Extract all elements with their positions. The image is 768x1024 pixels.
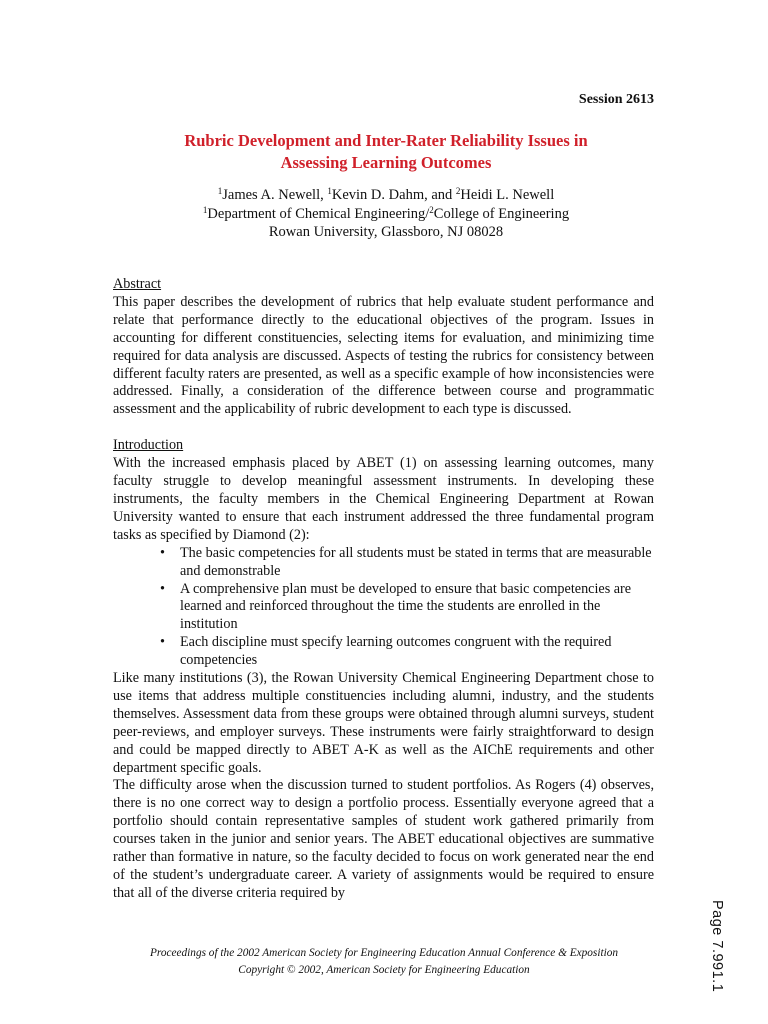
introduction-paragraph-1: With the increased emphasis placed by ABET (1) on assessing learning outcomes, many faculty struggle to develop meaningful assessment instruments. In developing these instruments, the faculty members in the Chemical Engineering Department at Rowan University wanted to ensure that each instrument addressed the three fundamental program tasks as specified by Diamond (2): xyxy=(113,455,654,543)
author-names: $^1$James A. Newell, $^1$Kevin D. Dahm, and $^2$Heidi L. Newell xyxy=(217,186,555,203)
paper-title xyxy=(120,130,652,174)
proceedings-footer xyxy=(100,945,668,979)
abstract-heading: Abstract xyxy=(113,276,162,292)
title-line-2: Assessing Learning Outcomes xyxy=(280,153,492,172)
footer-copyright-line: Copyright © 2002, American Society for Engineering Education xyxy=(238,964,530,976)
introduction-heading: Introduction xyxy=(113,437,184,454)
footer-proceedings-line: Proceedings of the 2002 American Society for Engineering Education Annual Conference & Exposition xyxy=(149,947,619,959)
list-item-text: The basic competencies for all students must be stated in terms that are measurable and demonstrable xyxy=(180,544,652,579)
paper-body xyxy=(113,276,654,903)
bullet-icon: • xyxy=(160,544,165,561)
session-number: Session 2613 xyxy=(578,92,654,107)
author-location: Rowan University, Glassboro, NJ 08028 xyxy=(268,224,504,240)
introduction-paragraph-2: Like many institutions (3), the Rowan University Chemical Engineering Department chose to use items that address multiple constituencies including alumni, industry, and the students themselves. Assessment data from these groups were obtained through alumni surveys, student peer-reviews, and employer surveys. These instruments were fairly straightforward to design and could be mapped directly to ABET A-K as well as the AIChE requirements and other department specific goals. xyxy=(113,670,654,776)
author-affiliations: $^1$Department of Chemical Engineering/$^2$College of Engineering xyxy=(202,204,570,222)
abstract-text: This paper describes the development of rubrics that help evaluate student performance and relate that performance directly to the educational objectives of the program. Issues in accounting for different constituencies, selecting items for evaluation, and minimizing time required for data analysis are discussed. Aspects of testing the rubrics for consistency between different faculty raters are presented, as well as a specific example of how inconsistencies were addressed. Finally, a consideration of the difference between course and programmatic assessment and the applicability of rubric development to each type is discussed. xyxy=(113,293,654,418)
title-line-1: Rubric Development and Inter-Rater Reliability Issues in xyxy=(184,131,588,150)
list-item xyxy=(160,581,654,635)
list-item-text: A comprehensive plan must be developed to ensure that basic competencies are learned and reinforced throughout the time the students are enrolled in the institution xyxy=(180,580,632,633)
list-item-text: Each discipline must specify learning outcomes congruent with the required competencies xyxy=(180,634,612,669)
list-item xyxy=(160,634,654,670)
list-item xyxy=(160,545,654,581)
page-number: Page 7.991.1 xyxy=(709,900,725,993)
introduction-paragraph-3: The difficulty arose when the discussion turned to student portfolios. As Rogers (4) observes, there is no one correct way to design a portfolio process. Essentially everyone agreed that a portfolio should contain representative samples of student work gathered primarily from courses taken in the junior and senior years. The ABET educational objectives are summative rather than formative in nature, so the faculty decided to focus on work generated near the end of the student’s undergraduate career. A variety of assignments would be required to ensure that all of the diverse criteria required by xyxy=(113,777,654,901)
author-block xyxy=(120,186,652,242)
bullet-icon: • xyxy=(160,580,165,597)
section-gap xyxy=(113,419,654,437)
competency-list xyxy=(113,545,654,670)
bullet-icon: • xyxy=(160,634,165,651)
